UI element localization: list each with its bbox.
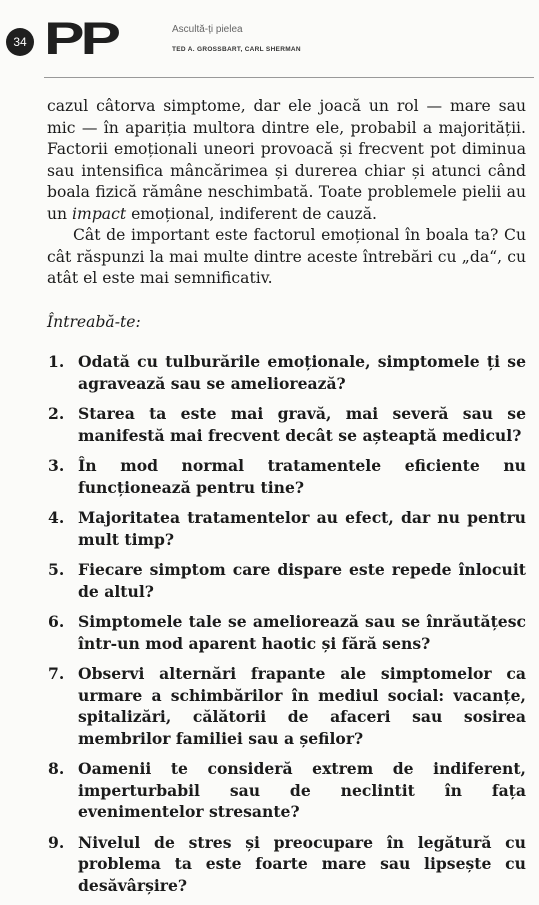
list-item (47, 455, 526, 498)
page-body (47, 96, 526, 905)
body-paragraph (47, 96, 526, 225)
book-title: Ascultă-ți pielea (172, 24, 243, 35)
question-number: 7. (48, 664, 65, 683)
questions-list (47, 351, 526, 896)
questions-intro: Întreabă-te: (47, 312, 141, 331)
question-number: 2. (48, 404, 65, 423)
body-paragraph: Cât de important este factorul emoțional în boala ta? Cu cât răspunzi la mai multe dintre aceste întrebări cu „da“, cu atât el este mai semnificativ. (47, 226, 526, 287)
list-item (47, 758, 526, 823)
question-text: În mod normal tratamentele eficiente nu funcționează pentru tine? (78, 456, 526, 497)
emphasized-word: impact (72, 204, 127, 223)
page-header (0, 10, 539, 70)
paragraph-text: cazul câtorva simptome, dar ele joacă un rol — mare sau mic — în apariția multora dintre ele, probabil a majorității. Factorii emoționali uneori provoacă și frecvent pot diminua sau intensifica mâncărimea și durerea chiar și atunci când boala fizică rămâne neschimbată. Toate problemele pielii au un (47, 97, 526, 223)
question-text: Observi alternări frapante ale simptomelor ca urmare a schimbărilor în mediul social: vacanțe, spitalizări, călătorii de afaceri sau sosirea membrilor familiei sau a șefilor? (78, 664, 526, 748)
question-number: 6. (48, 612, 65, 631)
question-text: Oamenii te consideră extrem de indiferent, imperturbabil sau de neclintit în fața evenimentelor stresante? (78, 759, 526, 821)
question-text: Starea ta este mai gravă, mai severă sau se manifestă mai frecvent decât se așteaptă medicul? (78, 404, 526, 445)
question-number: 5. (48, 560, 65, 579)
paragraph-text: emoțional, indiferent de cauză. (126, 204, 378, 223)
publisher-logo: PP (44, 13, 117, 64)
list-item (47, 507, 526, 550)
list-item (47, 403, 526, 446)
list-item (47, 351, 526, 394)
page-number: 34 (13, 35, 27, 49)
question-number: 8. (48, 759, 65, 778)
list-item (47, 663, 526, 749)
list-item (47, 559, 526, 602)
list-item (47, 611, 526, 654)
header-divider (44, 77, 534, 78)
question-number: 4. (48, 508, 65, 527)
book-authors: TED A. GROSSBART, CARL SHERMAN (172, 46, 301, 53)
page-number-badge (6, 28, 34, 56)
question-text: Majoritatea tratamentelor au efect, dar nu pentru mult timp? (78, 508, 526, 549)
list-item (47, 832, 526, 897)
question-number: 1. (48, 352, 65, 371)
question-text: Fiecare simptom care dispare este repede înlocuit de altul? (78, 560, 526, 601)
question-text: Simptomele tale se ameliorează sau se înrăutățesc într-un mod aparent haotic și fără sens? (78, 612, 526, 653)
question-number: 3. (48, 456, 65, 475)
question-number: 9. (48, 832, 65, 852)
question-text: Nivelul de stres și preocupare în legătură cu problema ta este foarte mare sau lipsește cu desăvârșire? (78, 832, 526, 895)
question-text: Odată cu tulburările emoționale, simptomele ți se agravează sau se ameliorează? (78, 352, 526, 393)
